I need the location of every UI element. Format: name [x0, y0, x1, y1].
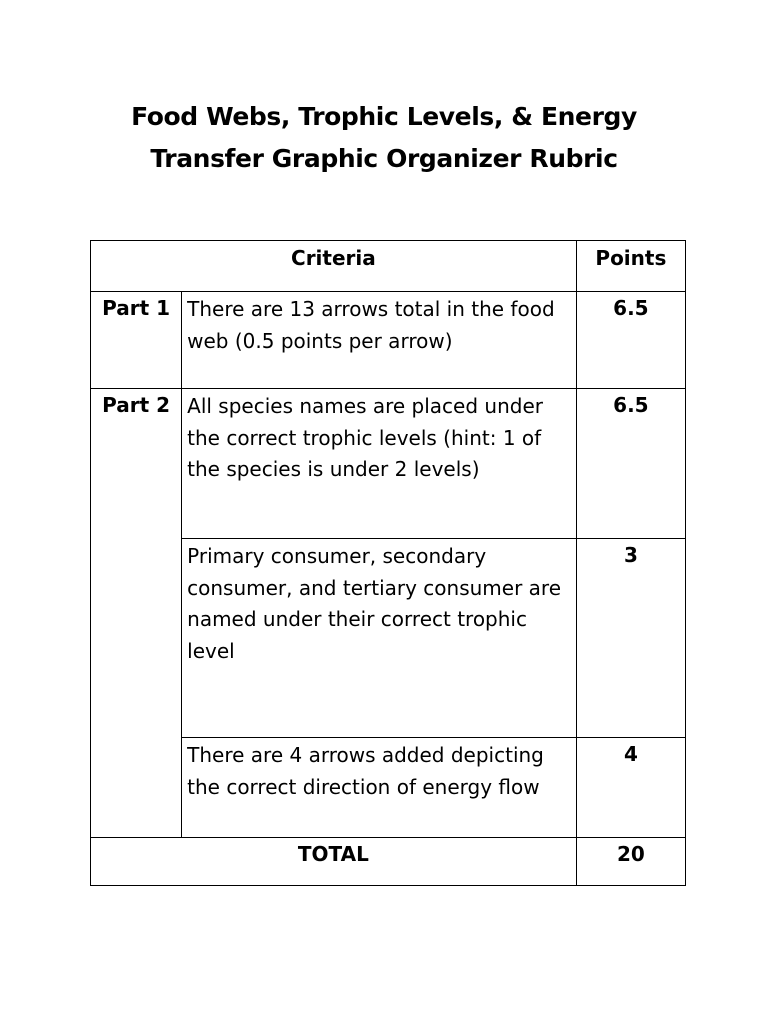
criteria-cell: There are 13 arrows total in the food web (0.5 points per arrow): [182, 292, 577, 389]
part-1-label: Part 1: [91, 292, 182, 389]
points-cell: 6.5: [576, 389, 685, 539]
points-header: Points: [576, 241, 685, 292]
rubric-table: [90, 240, 686, 886]
criteria-header: Criteria: [91, 241, 577, 292]
total-row: [91, 838, 686, 886]
title-line-1: Food Webs, Trophic Levels, & Energy: [131, 102, 637, 131]
part-2-label: Part 2: [91, 389, 182, 838]
criteria-cell: There are 4 arrows added depicting the correct direction of energy flow: [182, 738, 577, 838]
criteria-cell: Primary consumer, secondary consumer, and tertiary consumer are named under their correct trophic level: [182, 539, 577, 738]
document-title: [0, 96, 768, 180]
points-cell: 6.5: [576, 292, 685, 389]
total-points: 20: [576, 838, 685, 886]
points-cell: 4: [576, 738, 685, 838]
table-row: [91, 389, 686, 539]
points-cell: 3: [576, 539, 685, 738]
table-header-row: [91, 241, 686, 292]
criteria-cell: All species names are placed under the correct trophic levels (hint: 1 of the species is under 2 levels): [182, 389, 577, 539]
total-label: TOTAL: [91, 838, 577, 886]
title-line-2: Transfer Graphic Organizer Rubric: [150, 144, 618, 173]
table-row: [91, 292, 686, 389]
